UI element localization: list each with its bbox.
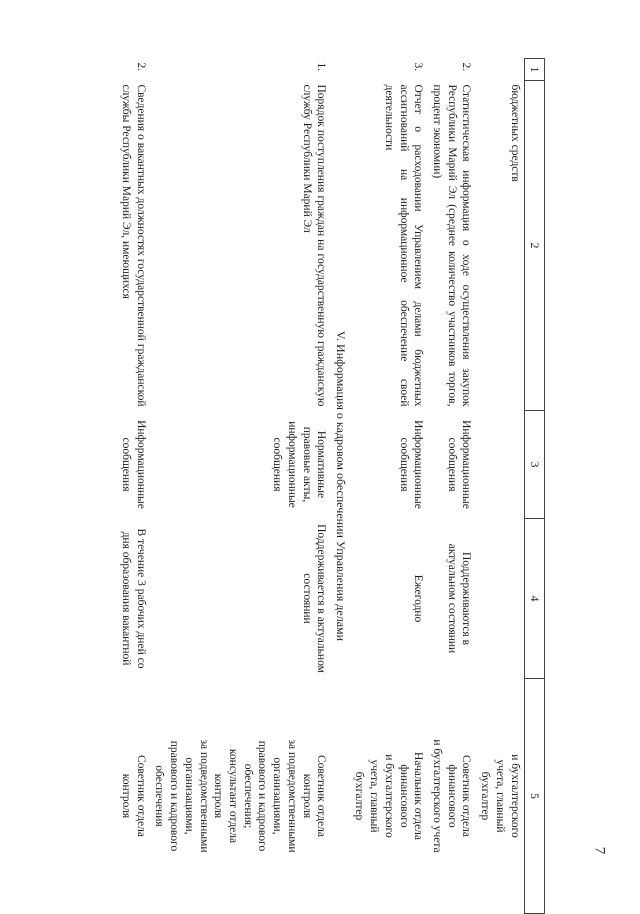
section-block <box>330 59 349 914</box>
responsible-line: и бухгалтерского <box>508 754 521 838</box>
row-update-period: Поддерживаются в актуальном состоянии <box>445 543 473 654</box>
header-col-4: 4 <box>524 519 544 679</box>
responsible-line: Советник отдела <box>134 755 147 837</box>
responsible-line: и бухгалтерского учета <box>431 739 444 853</box>
row-update-period <box>475 519 524 679</box>
row-number <box>475 59 524 81</box>
responsible-line: контроля <box>300 773 313 819</box>
table-body-bottom <box>116 59 330 914</box>
header-col-2: 2 <box>524 81 544 411</box>
row-responsible <box>150 679 331 914</box>
header-col-1: 1 <box>524 59 544 81</box>
table-row <box>150 59 331 914</box>
row-responsible <box>116 679 149 914</box>
responsible-line: Советник отдела <box>460 755 473 837</box>
responsible-line: и бухгалтерского <box>382 754 395 838</box>
row-update-period: Ежегодно <box>412 574 425 623</box>
row-description: Отчет о расходовании Управлением делами бюджетных ассигнований на информационное обеспечение своей деятельности <box>382 84 425 407</box>
responsible-line: консультант отдела <box>227 748 240 844</box>
responsible-line: обеспечения <box>153 765 166 827</box>
row-responsible <box>475 679 524 914</box>
row-description: бюджетных средств <box>508 84 521 182</box>
table-body-top <box>350 59 524 914</box>
row-number: 2. <box>460 62 473 72</box>
responsible-line: за подведомственными <box>197 739 210 853</box>
responsible-line: Начальник отдела <box>412 752 425 840</box>
responsible-line: финансового <box>445 764 458 828</box>
row-info-type: Информационные сообщения <box>445 420 473 509</box>
row-update-period: В течение 3 рабочих дней со дня образования вакантной <box>120 528 147 669</box>
row-number: 3. <box>412 62 425 72</box>
row-update-period: Поддерживается в актуальном состоянии <box>300 524 328 673</box>
row-info-type <box>475 411 524 519</box>
table-header <box>524 59 544 914</box>
responsible-line: бухгалтер <box>479 771 492 821</box>
responsible-line: за подведомственными <box>285 739 298 853</box>
section-row <box>330 59 349 914</box>
header-col-5: 5 <box>524 679 544 914</box>
row-responsible <box>350 679 428 914</box>
row-responsible <box>427 679 475 914</box>
table-row <box>116 59 149 914</box>
row-info-type: Информационные сообщения <box>120 420 147 509</box>
table-row <box>427 59 475 914</box>
responsible-line: учета, главный <box>493 759 506 833</box>
table-row <box>475 59 524 914</box>
row-description: Порядок поступления граждан на государственную гражданскую службу Республики Марий Эл <box>300 84 328 407</box>
responsible-line: правового и кадрового <box>168 740 181 852</box>
information-table <box>116 58 545 914</box>
responsible-line: организациями, <box>182 757 195 835</box>
rotated-page-content <box>25 58 545 913</box>
responsible-line: обеспечения; <box>241 763 254 829</box>
responsible-line: организациями, <box>271 757 284 835</box>
responsible-line: бухгалтер <box>353 771 366 821</box>
section-title: V. Информация о кадровом обеспечении Управления делами <box>333 330 348 642</box>
table-row <box>350 59 428 914</box>
row-description: Статистическая информация о ходе осуществления закупок Республики Марий Эл (среднее количество участников торгов, процент экономии) <box>431 84 473 407</box>
responsible-line: учета, главный <box>368 759 381 833</box>
responsible-line: контроля <box>212 773 225 819</box>
row-info-type: Нормативные правовые акты, информационные сообщения <box>271 421 328 508</box>
responsible-line: Советник отдела <box>315 755 328 837</box>
row-info-type: Информационные сообщения <box>397 420 425 509</box>
responsible-line: правового и кадрового <box>256 740 269 852</box>
responsible-line: финансового <box>397 764 410 828</box>
row-description: Сведения о вакантных должностях государственной гражданской службы Республики Марий Эл, имеющихся <box>120 84 147 407</box>
responsible-line: контроля <box>120 773 133 819</box>
page-number: 7 <box>590 846 607 855</box>
row-number: 2. <box>134 62 147 72</box>
row-number: 1. <box>315 62 328 72</box>
header-col-3: 3 <box>524 411 544 519</box>
